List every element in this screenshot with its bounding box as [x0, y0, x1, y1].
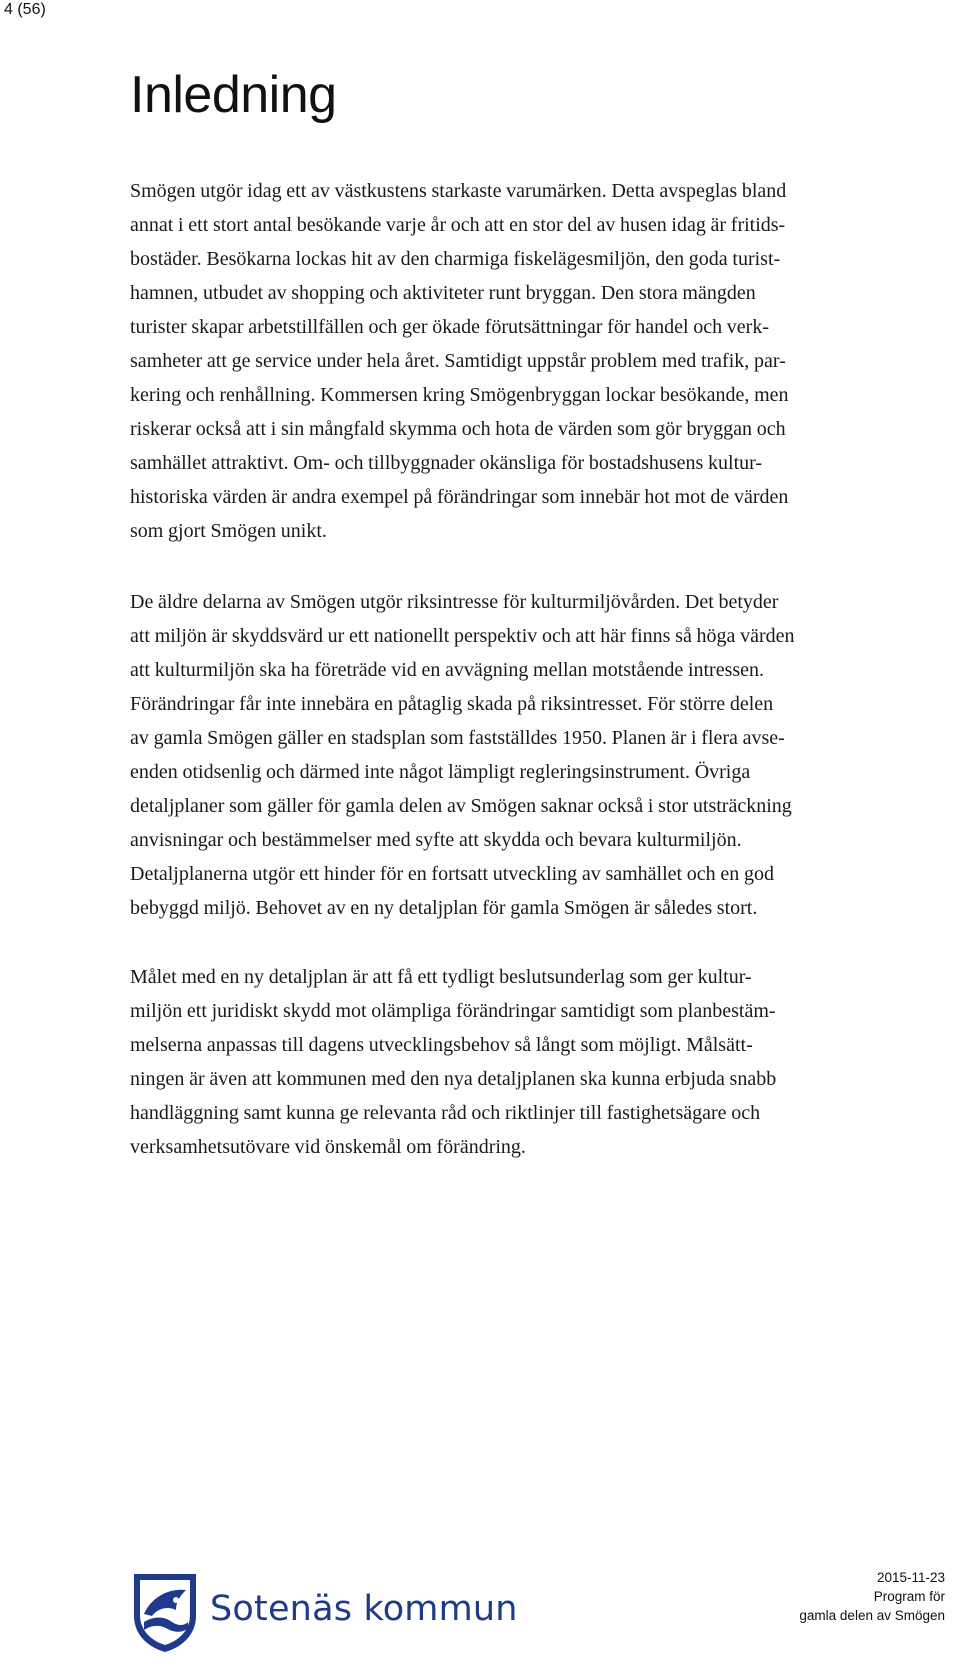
text-line: av gamla Smögen gäller en stadsplan som fastställdes 1950. Planen är i flera avse- [130, 727, 785, 749]
municipal-seal-icon [130, 1570, 200, 1654]
text-line: detaljplaner som gäller för gamla delen av Smögen saknar också i stor utsträckning [130, 795, 792, 817]
text-line: miljön ett juridiskt skydd mot olämpliga förändringar samtidigt som planbestäm- [130, 1000, 776, 1022]
text-line: Detaljplanerna utgör ett hinder för en fortsatt utveckling av samhället och en god [130, 863, 774, 885]
text-line: som gjort Smögen unikt. [130, 520, 327, 542]
text-line: samhället attraktivt. Om- och tillbyggnader okänsliga för bostadshusens kultur- [130, 452, 763, 474]
text-line: anvisningar och bestämmelser med syfte att skydda och bevara kulturmiljön. [130, 829, 742, 851]
text-line: De äldre delarna av Smögen utgör riksintresse för kulturmiljövården. Det betyder [130, 591, 779, 613]
text-line: kering och renhållning. Kommersen kring Smögenbryggan lockar besökande, men [130, 384, 789, 406]
text-line: riskerar också att i sin mångfald skymma och hota de värden som gör bryggan och [130, 418, 786, 440]
text-line: historiska värden är andra exempel på förändringar som innebär hot mot de värden [130, 486, 789, 508]
footer-doc-title-line-1: Program för [873, 1589, 945, 1604]
body-paragraph-3 [130, 960, 960, 1164]
body-paragraph-2 [130, 585, 960, 925]
text-line: annat i ett stort antal besökande varje år och att en stor del av husen idag är fritids- [130, 214, 786, 236]
text-line: Förändringar får inte innebära en påtaglig skada på riksintresset. För större delen [130, 693, 774, 715]
footer-meta [645, 1568, 945, 1625]
text-line: ningen är även att kommunen med den nya detaljplanen ska kunna erbjuda snabb [130, 1068, 777, 1090]
text-line: att miljön är skyddsvärd ur ett nationellt perspektiv och att här finns så höga värden [130, 625, 795, 647]
municipality-logo [130, 1570, 550, 1656]
text-line: Smögen utgör idag ett av västkustens starkaste varumärken. Detta avspeglas bland [130, 180, 787, 202]
text-line: hamnen, utbudet av shopping och aktiviteter runt bryggan. Den stora mängden [130, 282, 756, 304]
body-paragraph-1 [130, 174, 960, 548]
text-line: turister skapar arbetstillfällen och ger ökade förutsättningar för handel och verk- [130, 316, 769, 338]
text-line: enden otidsenlig och därmed inte något lämpligt regleringsinstrument. Övriga [130, 761, 751, 783]
footer-date: 2015-11-23 [876, 1570, 945, 1585]
text-line: samheter att ge service under hela året. Samtidigt uppstår problem med trafik, par- [130, 350, 786, 372]
text-line: melserna anpassas till dagens utvecklingsbehov så långt som möjligt. Målsätt- [130, 1034, 753, 1056]
text-line: att kulturmiljön ska ha företräde vid en avvägning mellan motstående intressen. [130, 659, 765, 681]
page-number: 4 (56) [4, 1, 46, 18]
text-line: bostäder. Besökarna lockas hit av den charmiga fiskelägesmiljön, den goda turist- [130, 248, 781, 270]
text-line: verksamhetsutövare vid önskemål om förändring. [130, 1136, 526, 1158]
text-line: Målet med en ny detaljplan är att få ett tydligt beslutsunderlag som ger kultur- [130, 966, 752, 988]
text-line: handläggning samt kunna ge relevanta råd och riktlinjer till fastighetsägare och [130, 1102, 761, 1124]
page-title: Inledning [130, 66, 337, 124]
logo-text: Sotenäs kommun [210, 1589, 518, 1629]
text-line: bebyggd miljö. Behovet av en ny detaljplan för gamla Smögen är således stort. [130, 897, 758, 919]
footer-doc-title-line-2: gamla delen av Smögen [799, 1608, 945, 1623]
